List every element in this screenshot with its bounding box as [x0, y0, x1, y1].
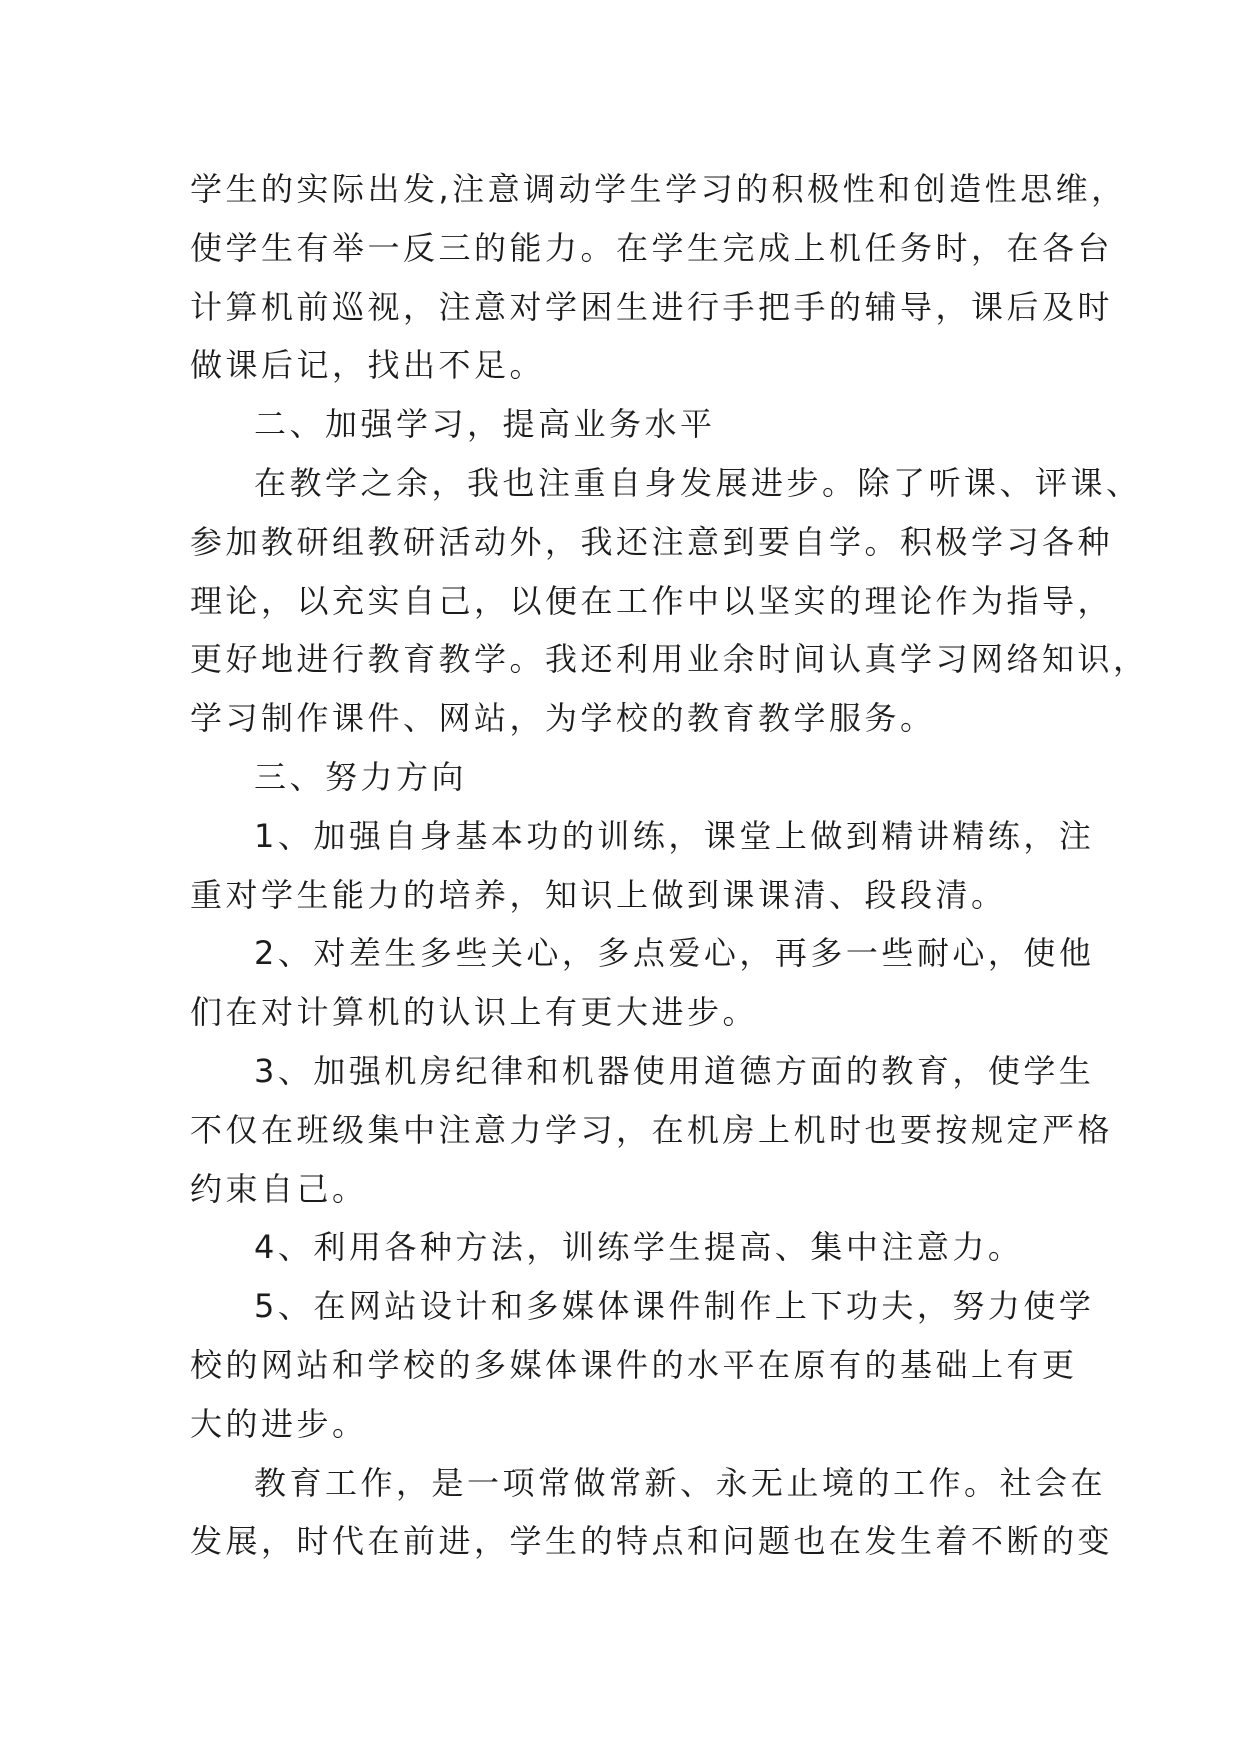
text-line: 3、加强机房纪律和机器使用道德方面的教育，使学生 [254, 1051, 1095, 1090]
text-line: 重对学生能力的培养，知识上做到课课清、段段清。 [190, 875, 1007, 914]
text-line: 发展，时代在前进，学生的特点和问题也在发生着不断的变 [190, 1522, 1114, 1561]
text-line: 计算机前巡视，注意对学困生进行手把手的辅导，课后及时 [190, 287, 1114, 326]
text-line: 学生的实际出发,注意调动学生学习的积极性和创造性思维， [190, 170, 1127, 208]
text-line: 大的进步。 [190, 1404, 368, 1443]
text-line: 教育工作，是一项常做常新、永无止境的工作。社会在 [254, 1463, 1107, 1502]
text-line: 约束自己。 [190, 1169, 368, 1208]
text-line: 5、在网站设计和多媒体课件制作上下功夫，努力使学 [254, 1287, 1095, 1326]
text-line: 2、对差生多些关心，多点爱心，再多一些耐心，使他 [254, 934, 1095, 973]
text-line: 二、加强学习，提高业务水平 [254, 405, 716, 444]
text-line: 在教学之余，我也注重自身发展进步。除了听课、评课、 [254, 463, 1142, 502]
text-line: 三、努力方向 [254, 757, 468, 796]
text-line: 4、利用各种方法，训练学生提高、集中注意力。 [254, 1228, 1024, 1267]
text-line: 们在对计算机的认识上有更大进步。 [190, 993, 759, 1032]
text-line: 更好地进行教育教学。我还利用业余时间认真学习网络知识， [190, 640, 1149, 679]
text-line: 1、加强自身基本功的训练，课堂上做到精讲精练，注 [254, 816, 1095, 855]
text-line: 使学生有举一反三的能力。在学生完成上机任务时，在各台 [190, 228, 1114, 267]
document-body [190, 160, 1149, 1571]
text-line: 不仅在班级集中注意力学习，在机房上机时也要按规定严格 [190, 1110, 1114, 1149]
text-line: 做课后记，找出不足。 [190, 346, 546, 385]
text-line: 理论，以充实自己，以便在工作中以坚实的理论作为指导， [190, 581, 1114, 620]
text-line: 校的网站和学校的多媒体课件的水平在原有的基础上有更 [190, 1345, 1078, 1384]
text-line: 学习制作课件、网站，为学校的教育教学服务。 [190, 699, 936, 738]
text-line: 参加教研组教研活动外，我还注意到要自学。积极学习各种 [190, 522, 1114, 561]
